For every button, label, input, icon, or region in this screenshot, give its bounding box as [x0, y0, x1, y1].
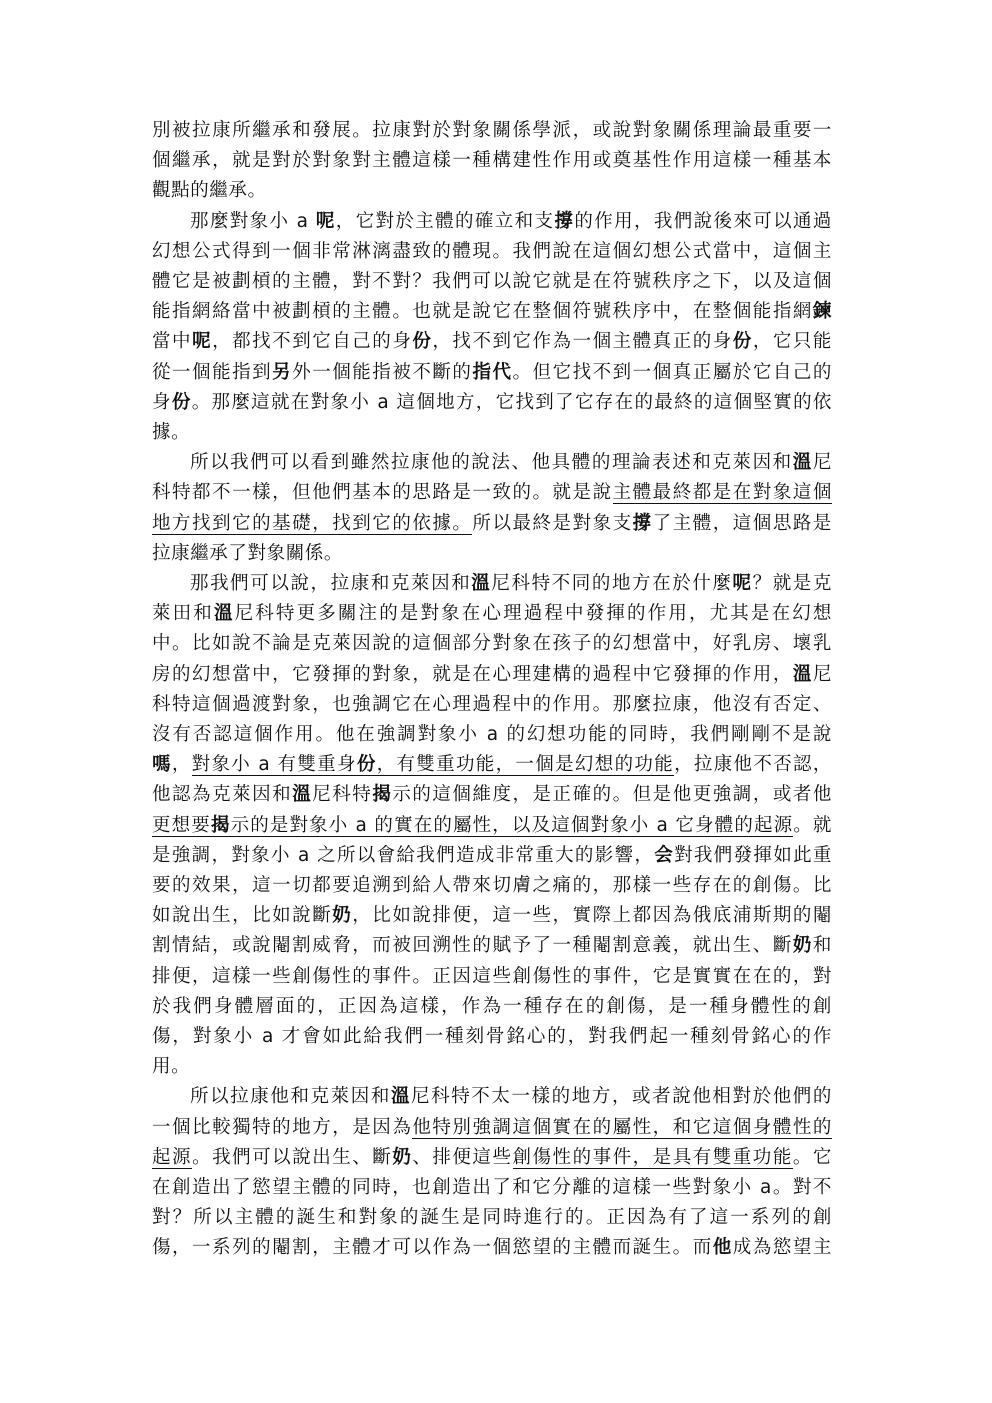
bold-text: 指代 — [472, 361, 513, 383]
bold-text: 呢 — [732, 573, 753, 594]
bold-text: 溫 — [390, 1086, 412, 1108]
text-line — [152, 149, 832, 177]
bold-text: 份 — [171, 391, 192, 413]
text-line — [152, 119, 832, 147]
text-run: 在創造出了慾望主體的同時，也創造出了和它分離的這樣一些對象小 a。對不 — [152, 1177, 832, 1198]
bold-text: 份 — [732, 331, 753, 353]
text-run: 中。比如說不論是克萊因說的這個部分對象在孩子的幻想當中，好乳房、壞乳 — [152, 633, 832, 655]
underlined-text: 更想要 — [152, 814, 211, 836]
text-line — [152, 693, 832, 721]
text-line — [152, 965, 832, 993]
text-run: 那我們可以說，拉康和克萊因和 — [190, 573, 472, 594]
text-run: 要的效果，這一切都要追溯到給人帶來切膚之痛的，那樣一些存在的創傷。比 — [152, 875, 832, 896]
text-line — [190, 210, 832, 238]
text-run: 。就 — [793, 814, 833, 836]
text-run: 幻想公式得到一個非常淋漓盡致的體現。我們說在這個幻想公式當中，這個主 — [152, 240, 832, 262]
text-line — [152, 1055, 832, 1083]
text-line — [152, 1116, 832, 1144]
text-run: 用。 — [152, 1056, 191, 1078]
text-line — [152, 904, 832, 932]
text-run: 所以拉康他和克萊因和 — [190, 1086, 391, 1108]
text-run: 示的這個維度，是正確的。但是他更強調，或者他 — [392, 784, 832, 806]
bold-text: 奶 — [332, 905, 353, 927]
underlined-text: 地方找到它的基礎，找到它的依據。 — [152, 512, 473, 534]
text-run: ，找不到它作為一個主體真正的身 — [432, 331, 733, 353]
text-line — [190, 572, 832, 600]
text-run: 科特這個過渡對象，也強調它在心理過程中的作用。那麼拉康，他沒有否定、 — [152, 693, 832, 715]
text-line — [152, 602, 832, 630]
text-line — [152, 1176, 832, 1204]
text-run: 體它是被劃槓的主體，對不對？我們可以說它就是在符號秩序之下，以及這個 — [152, 271, 832, 292]
text-line — [152, 481, 832, 509]
bold-text: 另 — [272, 361, 293, 383]
text-line — [152, 240, 832, 268]
text-line — [152, 270, 832, 298]
text-run: ， — [171, 754, 192, 776]
bold-text: 溫 — [213, 603, 235, 625]
bold-text: 撐 — [632, 512, 653, 534]
text-run: ，都找不到它自己的身 — [212, 331, 413, 353]
bold-text: 嗎 — [152, 754, 172, 776]
text-line — [190, 1085, 832, 1113]
text-run: 萊田和 — [152, 603, 214, 625]
text-line — [152, 421, 832, 449]
text-line — [152, 1236, 832, 1264]
bold-text: 揭 — [372, 784, 393, 806]
bold-text: 呢 — [315, 210, 336, 232]
underlined-text: 揭 — [210, 814, 231, 836]
bold-text: 溫 — [792, 663, 813, 685]
text-run: 排便，這樣一些創傷性的事件。正因這些創傷性的事件，它是實實在在的，對 — [152, 965, 832, 987]
text-run: 據。 — [152, 422, 191, 443]
underlined-text: 他特別強調這個實在的屬性，和它這個身體性的 — [412, 1116, 832, 1138]
text-line — [152, 844, 832, 872]
text-run: 尼 — [812, 452, 832, 474]
bold-text: 呢 — [192, 331, 213, 353]
text-line — [152, 512, 832, 540]
text-line — [152, 723, 832, 751]
underlined-text: 示的是對象小 a 的實在的屬性，以及這個對象小 a 它身體的起源 — [230, 814, 794, 836]
text-run: 尼 — [812, 663, 832, 685]
text-line — [152, 934, 832, 962]
underlined-text: 創傷性的事件，是具有雙重功能 — [512, 1146, 793, 1168]
text-line — [152, 1025, 832, 1053]
text-run: 。我們可以說出生、斷 — [192, 1146, 393, 1168]
text-run: ？就是克 — [752, 573, 832, 594]
text-run: ，它對於主體的確立和支 — [335, 210, 555, 232]
text-run: 房的幻想當中，它發揮的對象，就是在心理建構的過程中它發揮的作用， — [152, 663, 793, 685]
bold-text: 撐 — [554, 210, 575, 232]
text-run: 別被拉康所繼承和發展。拉康對於對象關係學派，或說對象關係理論最重要一 — [152, 120, 832, 141]
text-run: 。它 — [792, 1146, 833, 1168]
text-run: 如說出生，比如說斷 — [152, 905, 333, 927]
text-line — [152, 1146, 832, 1174]
bold-text: 奶 — [792, 935, 813, 957]
text-line — [152, 753, 832, 781]
bold-text: 份 — [412, 331, 433, 353]
underlined-text: 份 — [356, 754, 377, 776]
text-run: ，它只能 — [752, 331, 832, 353]
bold-text: 溫 — [471, 573, 492, 594]
text-run: ，拉康他不否認， — [674, 754, 832, 776]
text-line — [152, 542, 832, 570]
underlined-text: ，有雙重功能，一個是幻想的功能 — [376, 754, 675, 776]
text-run: 尼科特不同的地方在於什麼 — [491, 573, 733, 594]
text-run: 一個比較獨特的地方，是因為 — [152, 1116, 413, 1138]
bold-text: 鍊 — [812, 301, 832, 323]
text-run: 科特都不一樣，但他們基本的思路是一致的。就是說 — [152, 482, 613, 504]
text-run: 對？所以主體的誕生和對象的誕生是同時進行的。正因為有了這一系列的創 — [152, 1207, 832, 1229]
text-run: 尼科特不太一樣的地方，或者說他相對於他們的 — [411, 1086, 832, 1108]
text-line — [152, 391, 832, 419]
text-run: 和 — [812, 935, 832, 957]
bold-text: 奶 — [392, 1146, 413, 1168]
text-run: 他認為克萊因和 — [152, 784, 293, 806]
text-run: 了主體，這個思路是 — [652, 512, 832, 534]
text-run: 當中 — [152, 331, 193, 353]
text-line — [152, 663, 832, 691]
text-run: 能指網絡當中被劃槓的主體。也就是說它在整個符號秩序中，在整個能指網 — [152, 301, 813, 323]
text-run: 拉康繼承了對象關係。 — [152, 542, 344, 564]
text-line — [152, 330, 832, 358]
text-line — [190, 451, 832, 479]
text-run: 。但它找不到一個真正屬於它自己的 — [512, 361, 833, 383]
text-run: 所以我們可以看到雖然拉康他的說法、他具體的理論表述和克萊因和 — [190, 452, 793, 474]
text-run: 傷，對象小 a 才會如此給我們一種刻骨銘心的，對我們起一種刻骨銘心的作 — [152, 1026, 832, 1047]
text-run: 尼科特 — [312, 784, 373, 806]
underlined-text: 對象小 a 有雙重身 — [191, 754, 357, 776]
text-run: 尼科特更多關注的是對象在心理過程中發揮的作用，尤其是在幻想 — [234, 603, 832, 625]
text-run: 。那麼這就在對象小 a 這個地方，它找到了它存在的最終的這個堅實的依 — [191, 391, 832, 413]
underlined-text: 主體最終都是在對象這個 — [612, 482, 832, 504]
text-run: 、排便這些 — [412, 1146, 513, 1168]
text-run: 割情結，或說閹割威脅，而被回溯性的賦予了一種閹割意義，就出生、斷 — [152, 935, 793, 957]
text-line — [152, 814, 832, 842]
text-line — [152, 1206, 832, 1234]
text-line — [152, 874, 832, 902]
text-run: 所以最終是對象支 — [472, 512, 633, 534]
text-run: 的作用，我們說後來可以通過 — [574, 210, 832, 232]
bold-text: 溫 — [292, 784, 313, 806]
bold-text: 他 — [712, 1237, 733, 1259]
text-run: 個繼承，就是對於對象對主體這樣一種構建性作用或奠基性作用這樣一種基本 — [152, 150, 832, 172]
text-run: 觀點的繼承。 — [152, 180, 267, 202]
text-line — [152, 995, 832, 1023]
text-line — [152, 179, 832, 207]
text-run: 於我們身體層面的，正因為這樣，作為一種存在的創傷，是一種身體性的創 — [152, 995, 832, 1017]
text-run: 傷，一系列的閹割，主體才可以作為一個慾望的主體而誕生。而 — [152, 1237, 713, 1259]
text-run: 是強調，對象小 a 之所以會給我們造成非常重大的影響， — [152, 844, 655, 866]
text-run: 身 — [152, 391, 172, 413]
text-run: 從一個能指到 — [152, 361, 273, 383]
text-run: 沒有否認這個作用。他在強調對象小 a 的幻想功能的同時，我們剛剛不是說 — [152, 724, 832, 745]
bold-text: 溫 — [792, 452, 813, 474]
text-run: 對我們發揮如此重 — [674, 844, 832, 866]
text-run: ，比如說排便，這一些，實際上都因為俄底浦斯期的閹 — [352, 905, 832, 927]
text-run: 成為慾望主 — [732, 1237, 832, 1259]
text-run: 那麼對象小 a — [190, 210, 316, 232]
text-line — [152, 361, 832, 389]
text-line — [152, 632, 832, 660]
bold-text: 会 — [654, 844, 675, 866]
text-line — [152, 783, 832, 811]
underlined-text: 起源 — [152, 1146, 193, 1168]
text-line — [152, 300, 832, 328]
text-run: 外一個能指被不斷的 — [292, 361, 473, 383]
